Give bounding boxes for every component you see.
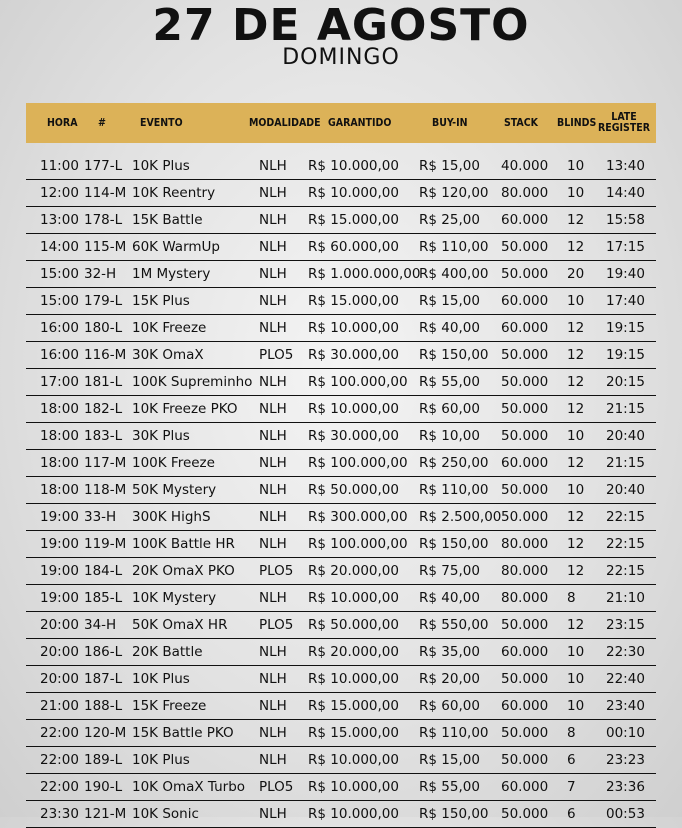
cell-modalidade: PLO5 (259, 779, 294, 795)
cell-buyin: R$ 60,00 (419, 401, 480, 417)
cell-stack: 50.000 (501, 266, 549, 282)
cell-stack: 80.000 (501, 563, 549, 579)
cell-late-register: 17:15 (606, 239, 645, 255)
cell-hora: 17:00 (40, 374, 79, 390)
cell-late-register: 00:10 (606, 725, 645, 741)
cell-garantido: R$ 15.000,00 (308, 725, 399, 741)
cell-buyin: R$ 60,00 (419, 698, 480, 714)
cell-num: 179-L (84, 293, 123, 309)
cell-modalidade: NLH (259, 158, 287, 174)
cell-blinds: 12 (567, 347, 585, 363)
cell-blinds: 12 (567, 401, 585, 417)
cell-modalidade: NLH (259, 509, 287, 525)
cell-blinds: 10 (567, 482, 585, 498)
col-blinds: BLINDS (557, 116, 597, 129)
cell-evento: 15K Freeze (132, 698, 207, 714)
cell-num: 182-L (84, 401, 123, 417)
cell-stack: 50.000 (501, 374, 549, 390)
cell-num: 34-H (84, 617, 117, 633)
cell-modalidade: PLO5 (259, 617, 294, 633)
cell-buyin: R$ 110,00 (419, 725, 489, 741)
cell-modalidade: NLH (259, 644, 287, 660)
cell-num: 187-L (84, 671, 123, 687)
cell-num: 32-H (84, 266, 117, 282)
cell-garantido: R$ 10.000,00 (308, 671, 399, 687)
table-row (26, 693, 656, 720)
cell-garantido: R$ 50.000,00 (308, 617, 399, 633)
cell-buyin: R$ 150,00 (419, 536, 489, 552)
cell-modalidade: NLH (259, 185, 287, 201)
cell-late-register: 23:15 (606, 617, 645, 633)
cell-hora: 15:00 (40, 266, 79, 282)
cell-late-register: 00:53 (606, 806, 645, 822)
cell-stack: 60.000 (501, 320, 549, 336)
table-row (26, 720, 656, 747)
cell-buyin: R$ 15,00 (419, 752, 480, 768)
cell-blinds: 12 (567, 455, 585, 471)
table-row (26, 774, 656, 801)
cell-stack: 50.000 (501, 401, 549, 417)
cell-num: 118-M (84, 482, 127, 498)
cell-modalidade: NLH (259, 536, 287, 552)
page-subtitle: DOMINGO (282, 45, 400, 70)
cell-late-register: 22:15 (606, 509, 645, 525)
cell-num: 121-M (84, 806, 127, 822)
cell-blinds: 12 (567, 239, 585, 255)
cell-evento: 15K Plus (132, 293, 190, 309)
cell-stack: 50.000 (501, 428, 549, 444)
cell-garantido: R$ 60.000,00 (308, 239, 399, 255)
table-row (26, 585, 656, 612)
cell-evento: 50K Mystery (132, 482, 217, 498)
cell-stack: 50.000 (501, 482, 549, 498)
cell-evento: 20K Battle (132, 644, 203, 660)
cell-buyin: R$ 150,00 (419, 347, 489, 363)
table-body (26, 153, 656, 828)
table-row (26, 369, 656, 396)
cell-num: 117-M (84, 455, 127, 471)
cell-modalidade: PLO5 (259, 347, 294, 363)
cell-stack: 50.000 (501, 671, 549, 687)
cell-buyin: R$ 40,00 (419, 320, 480, 336)
table-row (26, 207, 656, 234)
cell-late-register: 23:36 (606, 779, 645, 795)
cell-buyin: R$ 10,00 (419, 428, 480, 444)
cell-evento: 15K Battle PKO (132, 725, 234, 741)
cell-evento: 10K Mystery (132, 590, 217, 606)
cell-garantido: R$ 10.000,00 (308, 752, 399, 768)
cell-stack: 80.000 (501, 536, 549, 552)
cell-modalidade: NLH (259, 671, 287, 687)
cell-hora: 20:00 (40, 617, 79, 633)
cell-modalidade: NLH (259, 374, 287, 390)
cell-blinds: 10 (567, 671, 585, 687)
cell-blinds: 8 (567, 590, 576, 606)
cell-buyin: R$ 55,00 (419, 779, 480, 795)
cell-hora: 18:00 (40, 455, 79, 471)
cell-blinds: 12 (567, 563, 585, 579)
cell-hora: 13:00 (40, 212, 79, 228)
cell-hora: 18:00 (40, 401, 79, 417)
cell-garantido: R$ 10.000,00 (308, 185, 399, 201)
cell-num: 114-M (84, 185, 127, 201)
cell-stack: 50.000 (501, 752, 549, 768)
cell-evento: 10K Plus (132, 671, 190, 687)
cell-buyin: R$ 25,00 (419, 212, 480, 228)
cell-blinds: 7 (567, 779, 576, 795)
cell-garantido: R$ 10.000,00 (308, 779, 399, 795)
cell-late-register: 19:40 (606, 266, 645, 282)
cell-hora: 23:30 (40, 806, 79, 822)
cell-stack: 50.000 (501, 806, 549, 822)
cell-buyin: R$ 15,00 (419, 293, 480, 309)
cell-evento: 10K Reentry (132, 185, 216, 201)
cell-hora: 16:00 (40, 320, 79, 336)
cell-num: 190-L (84, 779, 123, 795)
cell-late-register: 19:15 (606, 347, 645, 363)
cell-blinds: 12 (567, 320, 585, 336)
cell-hora: 20:00 (40, 644, 79, 660)
schedule-table (26, 103, 656, 828)
cell-late-register: 22:15 (606, 563, 645, 579)
cell-modalidade: NLH (259, 293, 287, 309)
col-garantido: GARANTIDO (328, 116, 392, 129)
cell-late-register: 23:23 (606, 752, 645, 768)
table-row (26, 261, 656, 288)
cell-buyin: R$ 2.500,00 (419, 509, 502, 525)
cell-hora: 15:00 (40, 293, 79, 309)
cell-evento: 10K Freeze (132, 320, 207, 336)
cell-buyin: R$ 15,00 (419, 158, 480, 174)
cell-num: 184-L (84, 563, 123, 579)
cell-garantido: R$ 50.000,00 (308, 482, 399, 498)
table-row (26, 153, 656, 180)
cell-modalidade: PLO5 (259, 563, 294, 579)
cell-blinds: 10 (567, 185, 585, 201)
cell-blinds: 12 (567, 374, 585, 390)
cell-modalidade: NLH (259, 698, 287, 714)
cell-evento: 1M Mystery (132, 266, 211, 282)
cell-late-register: 20:40 (606, 482, 645, 498)
cell-buyin: R$ 75,00 (419, 563, 480, 579)
cell-evento: 300K HighS (132, 509, 211, 525)
col-num: # (98, 116, 106, 129)
cell-blinds: 8 (567, 725, 576, 741)
cell-num: 188-L (84, 698, 123, 714)
table-row (26, 396, 656, 423)
cell-hora: 16:00 (40, 347, 79, 363)
cell-stack: 50.000 (501, 509, 549, 525)
cell-late-register: 19:15 (606, 320, 645, 336)
table-row (26, 612, 656, 639)
cell-late-register: 22:30 (606, 644, 645, 660)
cell-stack: 60.000 (501, 293, 549, 309)
cell-evento: 10K Plus (132, 158, 190, 174)
cell-evento: 10K OmaX Turbo (132, 779, 246, 795)
cell-garantido: R$ 100.000,00 (308, 455, 408, 471)
cell-modalidade: NLH (259, 455, 287, 471)
cell-late-register: 17:40 (606, 293, 645, 309)
cell-blinds: 20 (567, 266, 585, 282)
table-row (26, 450, 656, 477)
cell-hora: 19:00 (40, 509, 79, 525)
cell-hora: 22:00 (40, 779, 79, 795)
cell-evento: 100K Freeze (132, 455, 215, 471)
cell-blinds: 12 (567, 212, 585, 228)
col-evento: EVENTO (140, 116, 183, 129)
table-row (26, 639, 656, 666)
cell-modalidade: NLH (259, 806, 287, 822)
cell-hora: 19:00 (40, 563, 79, 579)
cell-garantido: R$ 10.000,00 (308, 806, 399, 822)
cell-late-register: 22:40 (606, 671, 645, 687)
cell-hora: 18:00 (40, 482, 79, 498)
col-buyin: BUY-IN (432, 116, 468, 129)
cell-num: 177-L (84, 158, 123, 174)
cell-garantido: R$ 30.000,00 (308, 347, 399, 363)
cell-garantido: R$ 15.000,00 (308, 212, 399, 228)
cell-modalidade: NLH (259, 428, 287, 444)
cell-evento: 15K Battle (132, 212, 203, 228)
cell-stack: 40.000 (501, 158, 549, 174)
table-row (26, 801, 656, 828)
table-row (26, 180, 656, 207)
cell-modalidade: NLH (259, 752, 287, 768)
cell-garantido: R$ 100.000,00 (308, 536, 408, 552)
cell-buyin: R$ 55,00 (419, 374, 480, 390)
cell-evento: 30K Plus (132, 428, 190, 444)
cell-late-register: 21:15 (606, 401, 645, 417)
cell-late-register: 23:40 (606, 698, 645, 714)
cell-evento: 100K Battle HR (132, 536, 235, 552)
cell-modalidade: NLH (259, 725, 287, 741)
cell-modalidade: NLH (259, 212, 287, 228)
cell-stack: 60.000 (501, 455, 549, 471)
cell-buyin: R$ 150,00 (419, 806, 489, 822)
cell-num: 119-M (84, 536, 127, 552)
cell-garantido: R$ 300.000,00 (308, 509, 408, 525)
cell-evento: 10K Freeze PKO (132, 401, 238, 417)
cell-garantido: R$ 1.000.000,00 (308, 266, 421, 282)
table-row (26, 558, 656, 585)
cell-garantido: R$ 15.000,00 (308, 698, 399, 714)
cell-num: 189-L (84, 752, 123, 768)
table-row (26, 477, 656, 504)
cell-hora: 18:00 (40, 428, 79, 444)
table-row (26, 342, 656, 369)
table-row (26, 234, 656, 261)
table-row (26, 666, 656, 693)
cell-buyin: R$ 550,00 (419, 617, 489, 633)
cell-hora: 21:00 (40, 698, 79, 714)
cell-stack: 60.000 (501, 698, 549, 714)
cell-blinds: 12 (567, 617, 585, 633)
cell-evento: 10K Plus (132, 752, 190, 768)
cell-garantido: R$ 10.000,00 (308, 158, 399, 174)
cell-garantido: R$ 30.000,00 (308, 428, 399, 444)
cell-late-register: 15:58 (606, 212, 645, 228)
cell-modalidade: NLH (259, 401, 287, 417)
cell-hora: 11:00 (40, 158, 79, 174)
cell-late-register: 14:40 (606, 185, 645, 201)
cell-num: 186-L (84, 644, 123, 660)
cell-modalidade: NLH (259, 266, 287, 282)
table-row (26, 423, 656, 450)
table-row (26, 315, 656, 342)
cell-blinds: 10 (567, 293, 585, 309)
cell-late-register: 21:10 (606, 590, 645, 606)
cell-hora: 19:00 (40, 536, 79, 552)
col-late-register: LATE REGISTER (598, 111, 650, 134)
cell-blinds: 10 (567, 644, 585, 660)
cell-num: 181-L (84, 374, 123, 390)
cell-buyin: R$ 110,00 (419, 239, 489, 255)
cell-num: 33-H (84, 509, 117, 525)
table-row (26, 747, 656, 774)
col-stack: STACK (504, 116, 538, 129)
cell-buyin: R$ 40,00 (419, 590, 480, 606)
cell-late-register: 20:15 (606, 374, 645, 390)
cell-hora: 14:00 (40, 239, 79, 255)
cell-evento: 30K OmaX (132, 347, 204, 363)
cell-buyin: R$ 400,00 (419, 266, 489, 282)
cell-hora: 19:00 (40, 590, 79, 606)
cell-num: 116-M (84, 347, 127, 363)
cell-evento: 50K OmaX HR (132, 617, 228, 633)
cell-stack: 60.000 (501, 644, 549, 660)
cell-blinds: 6 (567, 752, 576, 768)
cell-buyin: R$ 110,00 (419, 482, 489, 498)
cell-blinds: 10 (567, 698, 585, 714)
table-row (26, 531, 656, 558)
cell-late-register: 13:40 (606, 158, 645, 174)
cell-num: 115-M (84, 239, 127, 255)
cell-garantido: R$ 10.000,00 (308, 590, 399, 606)
cell-blinds: 10 (567, 158, 585, 174)
cell-stack: 50.000 (501, 617, 549, 633)
cell-num: 185-L (84, 590, 123, 606)
cell-garantido: R$ 10.000,00 (308, 401, 399, 417)
cell-evento: 10K Sonic (132, 806, 199, 822)
cell-num: 183-L (84, 428, 123, 444)
cell-hora: 22:00 (40, 725, 79, 741)
cell-late-register: 21:15 (606, 455, 645, 471)
col-modalidade: MODALIDADE (249, 116, 321, 129)
cell-evento: 100K Supreminho (132, 374, 253, 390)
cell-num: 178-L (84, 212, 123, 228)
table-row (26, 504, 656, 531)
page-title: 27 DE AGOSTO (152, 0, 530, 51)
cell-blinds: 12 (567, 509, 585, 525)
cell-stack: 80.000 (501, 590, 549, 606)
cell-stack: 50.000 (501, 347, 549, 363)
cell-late-register: 20:40 (606, 428, 645, 444)
cell-garantido: R$ 10.000,00 (308, 320, 399, 336)
cell-hora: 22:00 (40, 752, 79, 768)
cell-garantido: R$ 15.000,00 (308, 293, 399, 309)
cell-late-register: 22:15 (606, 536, 645, 552)
cell-garantido: R$ 20.000,00 (308, 563, 399, 579)
cell-num: 120-M (84, 725, 127, 741)
table-row (26, 288, 656, 315)
cell-modalidade: NLH (259, 590, 287, 606)
cell-modalidade: NLH (259, 482, 287, 498)
cell-blinds: 10 (567, 428, 585, 444)
cell-hora: 12:00 (40, 185, 79, 201)
cell-garantido: R$ 20.000,00 (308, 644, 399, 660)
cell-blinds: 6 (567, 806, 576, 822)
cell-modalidade: NLH (259, 320, 287, 336)
cell-buyin: R$ 120,00 (419, 185, 489, 201)
cell-stack: 60.000 (501, 212, 549, 228)
cell-modalidade: NLH (259, 239, 287, 255)
cell-buyin: R$ 35,00 (419, 644, 480, 660)
cell-garantido: R$ 100.000,00 (308, 374, 408, 390)
table-header (26, 103, 656, 143)
cell-blinds: 12 (567, 536, 585, 552)
cell-buyin: R$ 20,00 (419, 671, 480, 687)
cell-stack: 60.000 (501, 779, 549, 795)
cell-evento: 60K WarmUp (132, 239, 220, 255)
cell-num: 180-L (84, 320, 123, 336)
cell-hora: 20:00 (40, 671, 79, 687)
cell-stack: 50.000 (501, 239, 549, 255)
cell-evento: 20K OmaX PKO (132, 563, 235, 579)
cell-stack: 80.000 (501, 185, 549, 201)
cell-buyin: R$ 250,00 (419, 455, 489, 471)
col-hora: HORA (47, 116, 78, 129)
cell-stack: 50.000 (501, 725, 549, 741)
